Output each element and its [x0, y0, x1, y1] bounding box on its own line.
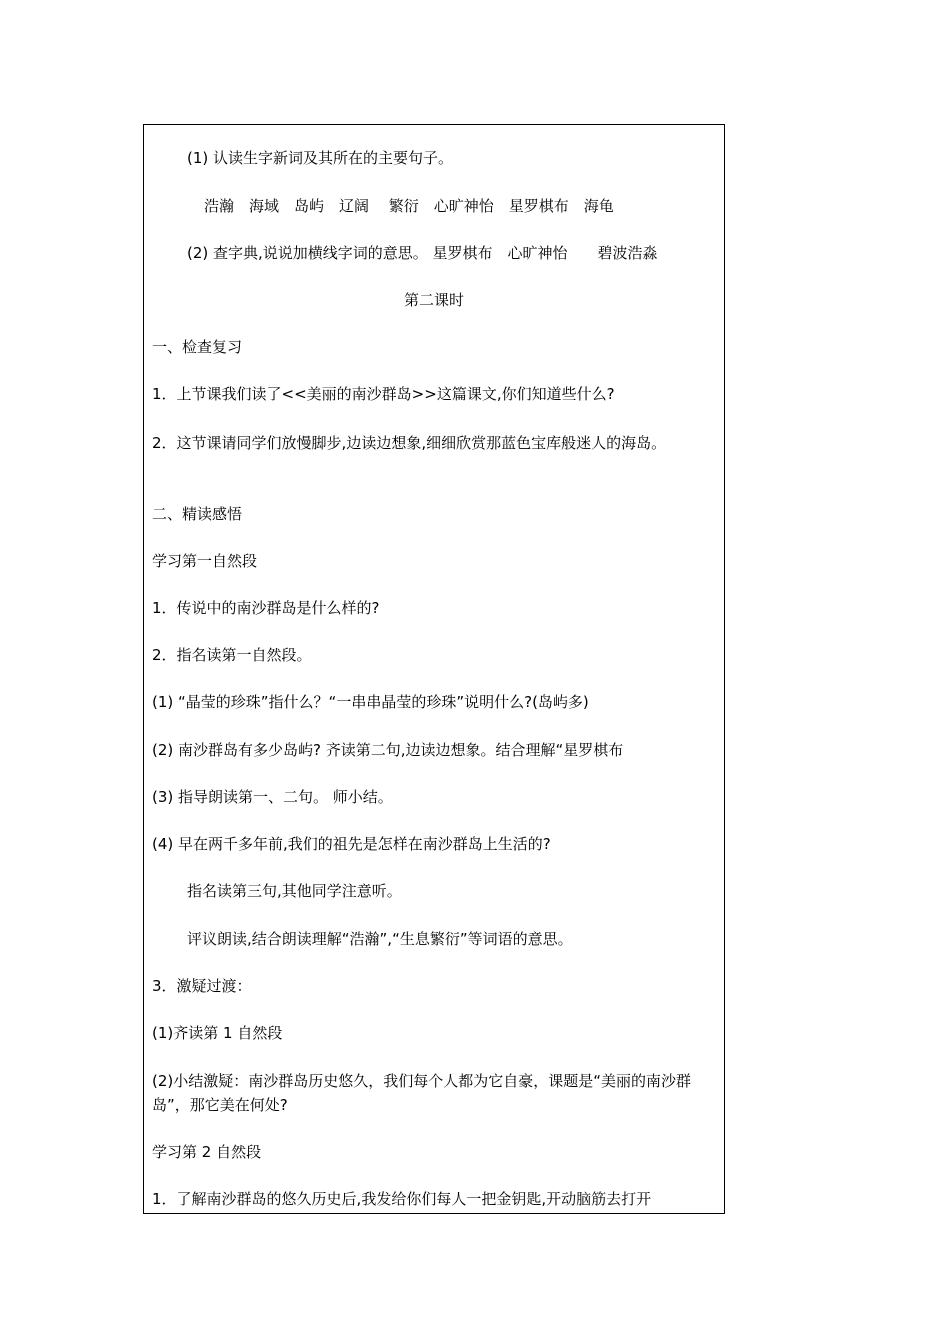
paragraph-1-sub-2: (2) 南沙群岛有多少岛屿? 齐读第二句,边读边想象。结合理解“星罗棋布	[152, 741, 624, 759]
paragraph-1-note-1: 指名读第三句,其他同学注意听。	[187, 882, 402, 900]
paragraph-1-item-2: 2．指名读第一自然段。	[152, 646, 312, 664]
paragraph-1-sub-4: (4) 早在两千多年前,我们的祖先是怎样在南沙群岛上生活的?	[152, 835, 551, 853]
paragraph-1-sub-3: (3) 指导朗读第一、二句。 师小结。	[152, 788, 393, 806]
transition-item-2: (2)小结激疑：南沙群岛历史悠久，我们每个人都为它自豪，课题是“美丽的南沙群岛”，那它美在何处?	[152, 1072, 692, 1114]
paragraph-1-note-2: 评议朗读,结合朗读理解“浩瀚”,“生息繁衍”等词语的意思。	[187, 930, 573, 948]
vocab-task-2: (2) 查字典,说说加横线字词的意思。 星罗棋布 心旷神怡 碧波浩淼	[187, 244, 658, 262]
heading-review: 一、检查复习	[152, 338, 243, 356]
paragraph-1-item-1: 1．传说中的南沙群岛是什么样的?	[152, 599, 380, 617]
document-frame	[143, 124, 725, 1214]
vocab-word-list: 浩瀚 海域 岛屿 辽阔 繁衍 心旷神怡 星罗棋布 海龟	[204, 197, 614, 215]
review-item-2: 2．这节课请同学们放慢脚步,边读边想象,细细欣赏那蓝色宝库般迷人的海岛。	[152, 434, 667, 452]
subheading-paragraph-2: 学习第 2 自然段	[152, 1143, 262, 1161]
paragraph-2-item-1: 1．了解南沙群岛的悠久历史后,我发给你们每人一把金钥匙,开动脑筋去打开	[152, 1190, 652, 1208]
heading-close-reading: 二、精读感悟	[152, 505, 243, 523]
vocab-task-1: (1) 认读生字新词及其所在的主要句子。	[187, 149, 454, 167]
transition-heading: 3．激疑过渡：	[152, 977, 252, 995]
paragraph-1-sub-1: (1) “晶莹的珍珠”指什么？“一串串晶莹的珍珠”说明什么?(岛屿多)	[152, 693, 589, 711]
review-item-1: 1．上节课我们读了<<美丽的南沙群岛>>这篇课文,你们知道些什么?	[152, 385, 615, 403]
transition-item-1: (1)齐读第 1 自然段	[152, 1024, 283, 1042]
subheading-paragraph-1: 学习第一自然段	[152, 552, 258, 570]
section-title: 第二课时	[403, 291, 464, 309]
